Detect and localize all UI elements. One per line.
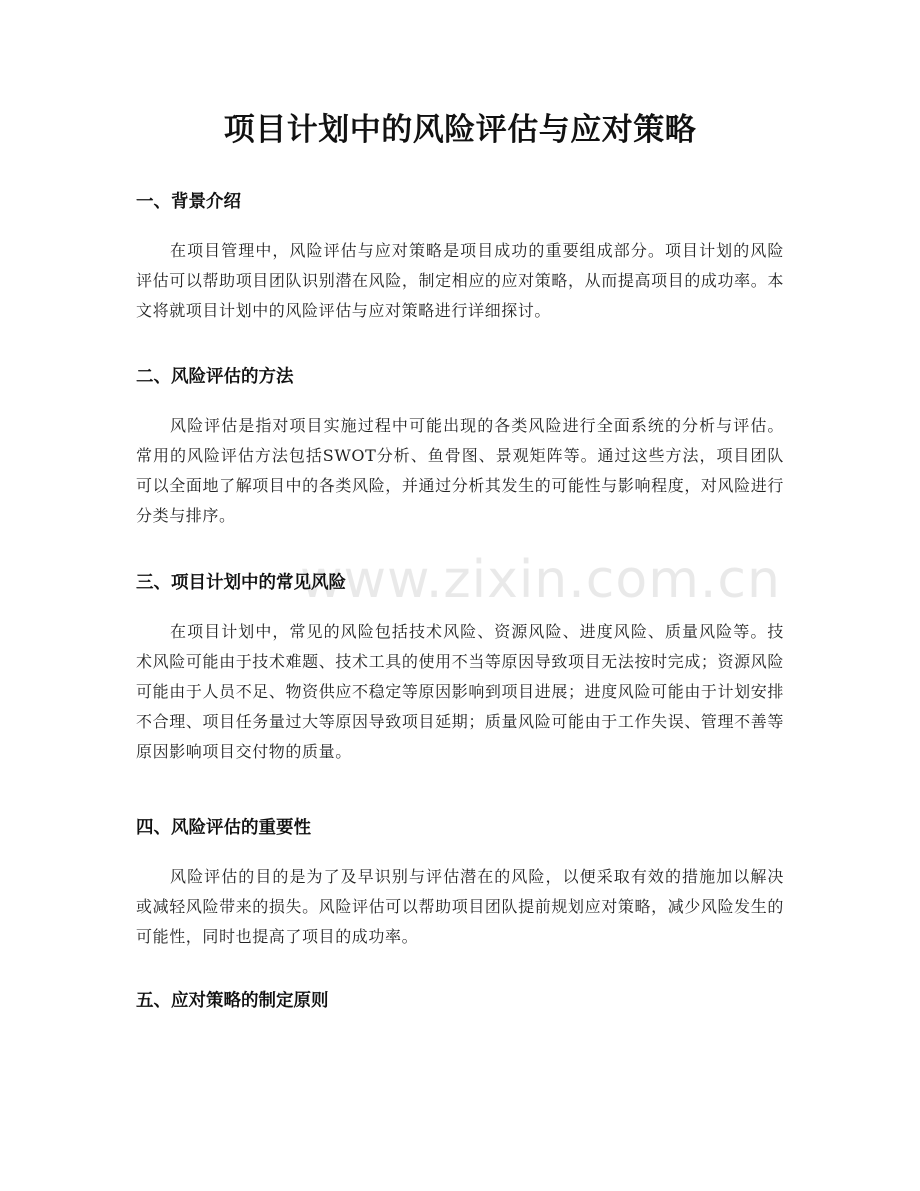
section-strategy-principles [136,989,784,1013]
section-assessment-methods [136,365,784,531]
section-heading: 三、项目计划中的常见风险 [136,573,346,593]
section-background [136,190,784,326]
section-heading: 四、风险评估的重要性 [136,818,311,838]
section-common-risks [136,571,784,767]
section-importance [136,816,784,952]
section-heading: 一、背景介绍 [136,192,241,212]
section-heading: 五、应对策略的制定原则 [136,991,329,1011]
section-paragraph: 风险评估的目的是为了及早识别与评估潜在的风险，以便采取有效的措施加以解决或减轻风险带来的损失。风险评估可以帮助项目团队提前规划应对策略，减少风险发生的可能性，同时也提高了项目的成功率。 [136,867,784,946]
watermark: www.zixin.com.cn [300,550,781,610]
section-paragraph: 风险评估是指对项目实施过程中可能出现的各类风险进行全面系统的分析与评估。常用的风险评估方法包括SWOT分析、鱼骨图、景观矩阵等。通过这些方法，项目团队可以全面地了解项目中的各类风险，并通过分析其发生的可能性与影响程度，对风险进行分类与排序。 [136,416,784,525]
document-title: 项目计划中的风险评估与应对策略 [223,112,697,148]
section-heading: 二、风险评估的方法 [136,367,294,387]
section-paragraph: 在项目计划中，常见的风险包括技术风险、资源风险、进度风险、质量风险等。技术风险可能由于技术难题、技术工具的使用不当等原因导致项目无法按时完成；资源风险可能由于人员不足、物资供应不稳定等原因影响到项目进展；进度风险可能由于计划安排不合理、项目任务量过大等原因导致项目延期；质量风险可能由于工作失误、管理不善等原因影响项目交付物的质量。 [136,622,784,761]
section-paragraph: 在项目管理中，风险评估与应对策略是项目成功的重要组成部分。项目计划的风险评估可以帮助项目团队识别潜在风险，制定相应的应对策略，从而提高项目的成功率。本文将就项目计划中的风险评估与应对策略进行详细探讨。 [136,241,784,320]
